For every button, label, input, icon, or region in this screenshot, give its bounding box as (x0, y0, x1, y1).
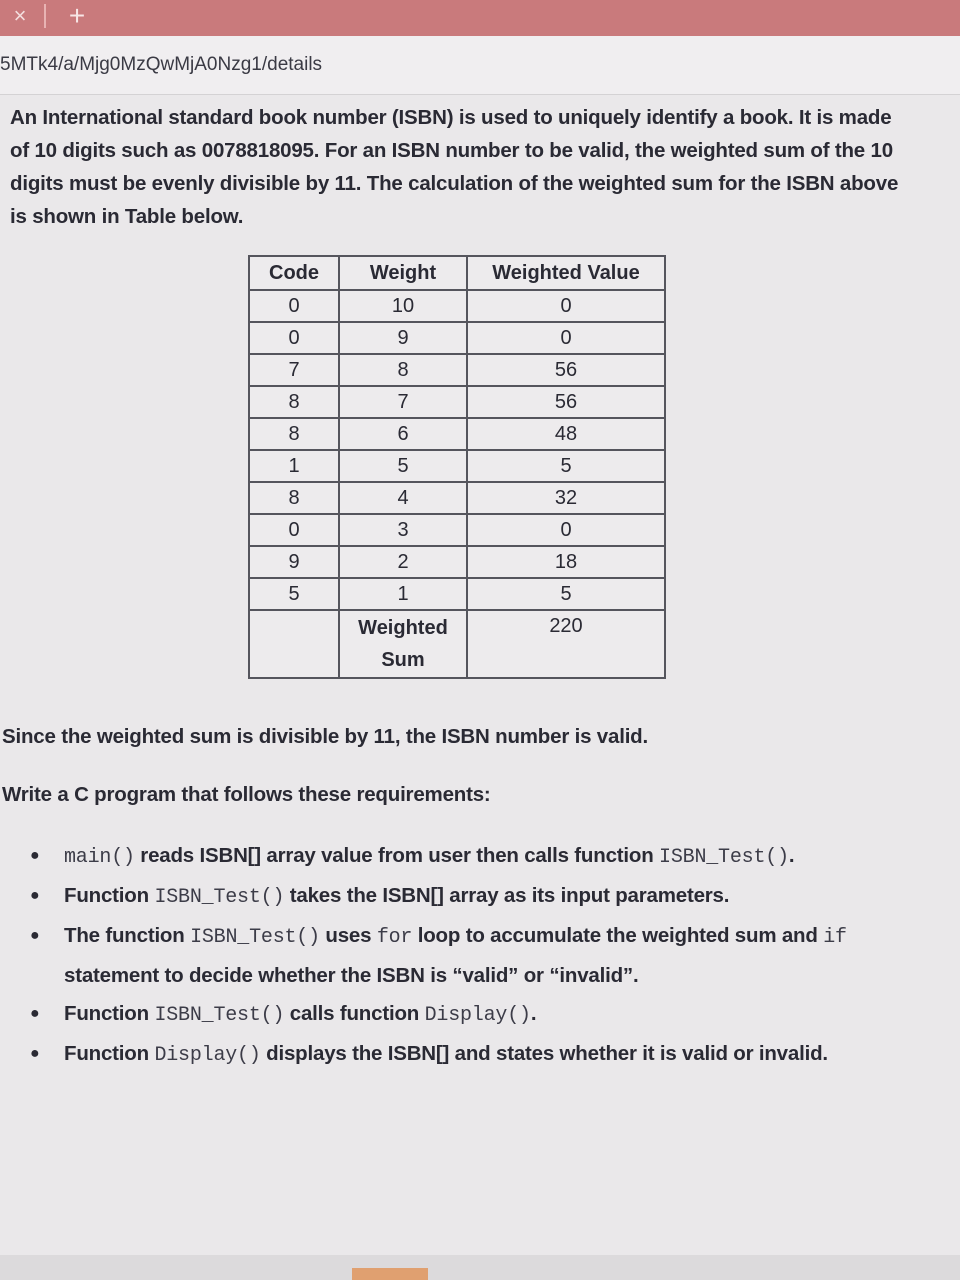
list-item (0, 837, 960, 877)
table-row (249, 482, 665, 514)
requirement-text: takes the ISBN[] array as its input parameters. (284, 884, 730, 907)
valid-note: Since the weighted sum is divisible by 11, the ISBN number is valid. (2, 725, 649, 748)
task-statement: Write a C program that follows these requirements: (2, 783, 491, 806)
table-row (249, 546, 665, 578)
address-bar[interactable] (0, 36, 960, 95)
cell-weight: 2 (339, 546, 467, 578)
bottom-accent-tab[interactable] (352, 1268, 428, 1280)
intro-line: An International standard book number (ISBN) is used to uniquely identify a book. It is made (10, 106, 892, 129)
table-row (249, 386, 665, 418)
requirement-text: . (530, 1002, 537, 1025)
code-isbn-test: ISBN_Test() (154, 1004, 285, 1027)
code-isbn-test: ISBN_Test() (659, 846, 789, 869)
cell-weight: 6 (339, 418, 467, 450)
requirement-text: reads ISBN[] array value from user then calls function (134, 844, 660, 867)
table-row (249, 514, 665, 546)
cell-code: 8 (249, 386, 339, 418)
weighted-sum-label-line2: Sum (381, 649, 425, 671)
weighted-sum-label-line1: Weighted (358, 617, 448, 639)
cell-weight: 5 (339, 450, 467, 482)
bottom-bar (0, 1255, 960, 1280)
weighted-sum-value: 220 (467, 610, 665, 678)
table-row (249, 354, 665, 386)
code-isbn-test: ISBN_Test() (190, 926, 320, 949)
intro-line: digits must be evenly divisible by 11. The calculation of the weighted sum for the ISBN above (10, 172, 899, 195)
new-tab-icon[interactable]: + (68, 0, 86, 31)
cell-weight: 7 (339, 386, 467, 418)
code-if: if (823, 926, 847, 949)
requirement-text: Function (64, 1042, 155, 1065)
requirement-text: loop to accumulate the weighted sum and (412, 924, 824, 947)
column-header-weighted-value: Weighted Value (467, 256, 665, 290)
column-header-weight: Weight (339, 256, 467, 290)
requirement-text: The function (64, 924, 191, 947)
requirement-text: . (788, 844, 795, 867)
cell-code: 9 (249, 546, 339, 578)
requirement-text: calls function (284, 1002, 425, 1025)
table-row (249, 450, 665, 482)
requirements-list (0, 837, 960, 1075)
code-display: Display() (154, 1044, 261, 1067)
cell-weighted-value: 18 (467, 546, 665, 578)
cell-code: 0 (249, 514, 339, 546)
cell-weighted-value: 5 (467, 578, 665, 610)
table-row (249, 418, 665, 450)
code-display: Display() (424, 1004, 531, 1027)
bullet-icon: ● (30, 927, 40, 944)
requirement-text: uses (319, 924, 377, 947)
isbn-weight-table (248, 255, 666, 679)
cell-weighted-value: 56 (467, 386, 665, 418)
requirement-text-continued: statement to decide whether the ISBN is “valid” or “invalid”. (64, 964, 639, 987)
bullet-icon: ● (30, 1005, 40, 1022)
tab-divider (44, 4, 46, 28)
bullet-icon: ● (30, 1045, 40, 1062)
cell-weighted-value: 48 (467, 418, 665, 450)
cell-code: 8 (249, 418, 339, 450)
cell-weight: 8 (339, 354, 467, 386)
cell-weight: 9 (339, 322, 467, 354)
intro-line: of 10 digits such as 0078818095. For an ISBN number to be valid, the weighted sum of the 10 (10, 139, 893, 162)
code-main: main() (64, 846, 135, 869)
table-sum-row (249, 610, 665, 678)
list-item (0, 877, 960, 917)
cell-weighted-value: 5 (467, 450, 665, 482)
cell-code: 1 (249, 450, 339, 482)
bullet-icon: ● (30, 887, 40, 904)
browser-tab-strip (0, 0, 960, 36)
cell-weighted-value: 0 (467, 514, 665, 546)
cell-code: 7 (249, 354, 339, 386)
cell-code: 0 (249, 322, 339, 354)
cell-weighted-value: 0 (467, 322, 665, 354)
requirement-text: Function (64, 1002, 155, 1025)
intro-line: is shown in Table below. (10, 205, 244, 228)
cell-weight: 10 (339, 290, 467, 322)
table-row (249, 290, 665, 322)
requirement-text: Function (64, 884, 155, 907)
cell-weighted-value: 56 (467, 354, 665, 386)
requirement-text: displays the ISBN[] and states whether it is valid or invalid. (260, 1042, 828, 1065)
intro-paragraph (10, 101, 950, 233)
cell-weighted-value: 32 (467, 482, 665, 514)
close-tab-icon[interactable]: × (13, 3, 27, 28)
cell-weighted-value: 0 (467, 290, 665, 322)
code-isbn-test: ISBN_Test() (154, 886, 285, 909)
weighted-sum-label (339, 610, 467, 678)
column-header-code: Code (249, 256, 339, 290)
cell-code: 5 (249, 578, 339, 610)
page-content (0, 95, 960, 1255)
cell-empty (249, 610, 339, 678)
cell-weight: 3 (339, 514, 467, 546)
table-row (249, 322, 665, 354)
bullet-icon: ● (30, 847, 40, 864)
cell-weight: 1 (339, 578, 467, 610)
list-item (0, 1035, 960, 1075)
list-item (0, 995, 960, 1035)
cell-code: 0 (249, 290, 339, 322)
table-row (249, 578, 665, 610)
url-text[interactable]: 5MTk4/a/Mjg0MzQwMjA0Nzg1/details (0, 54, 323, 75)
cell-weight: 4 (339, 482, 467, 514)
list-item (0, 917, 960, 995)
cell-code: 8 (249, 482, 339, 514)
code-for: for (376, 926, 413, 949)
table-header-row (249, 256, 665, 290)
